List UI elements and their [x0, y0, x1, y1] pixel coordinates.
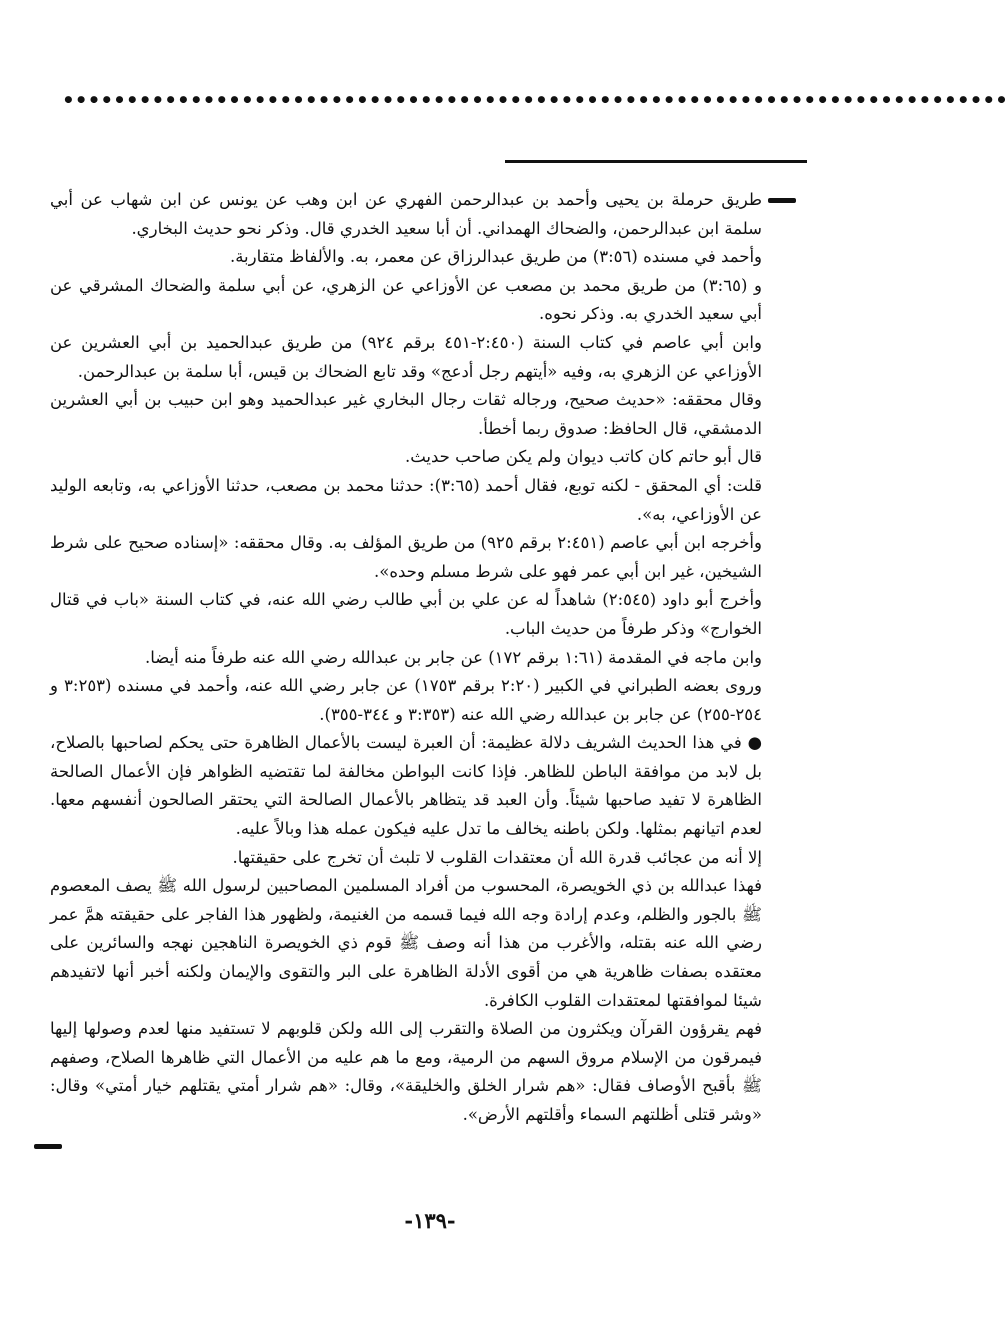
page-number: -١٣٩-	[404, 1208, 456, 1233]
paragraph: فهم يقرؤون القرآن ويكثرون من الصلاة والتقرب إلى الله ولكن قلوبهم لا تستفيد منها لعدم وصولها إليها فيمرقون من الإسلام مروق السهم من الرمية، ومع ما هم عليه من الأعمال التي ظاهرها الصلاح، وصفهم ﷺ بأقبح الأوصاف فقال: «هم شرار الخلق والخليقة»، وقال: «هم شرار أمتي يقتلهم خيار أمتي» وقال: «وشر قتلى أظلتهم السماء وأقلتهم الأرض».	[50, 1019, 762, 1124]
paragraph: وأخرج أبو داود (٢:٥٤٥) شاهداً له عن علي بن أبي طالب رضي الله عنه، في كتاب السنة «باب في قتال الخوارج» وذكر طرفاً من حديث الباب.	[50, 590, 762, 638]
footnote-rule	[505, 160, 807, 163]
footnote-end-marker	[34, 1144, 62, 1149]
paragraph: وابن أبي عاصم في كتاب السنة (٢:٤٥٠-٤٥١ برقم ٩٢٤) من طريق عبدالحميد بن أبي العشرين عن الأوزاعي عن الزهري به، وفيه «أيتهم رجل أدعج» وقد تابع الضحاك بن قيس، أبا سلمة بن عبدالرحمن.	[50, 332, 762, 381]
paragraph: قال أبو حاتم كان كاتب ديوان ولم يكن صاحب حديث.	[404, 447, 762, 467]
paragraph: إلا أنه من عجائب قدرة الله أن معتقدات القلوب لا تلبث أن تخرج على حقيقتها.	[232, 847, 762, 867]
paragraph: فهذا عبدالله بن ذي الخويصرة، المحسوب من أفراد المسلمين المصاحبين لرسول الله ﷺ يصف المعصوم ﷺ بالجور والظلم، وعدم إرادة وجه الله فيما قسمه من الغنيمة، ولظهور هذا الفاجر على حقيقته همَّ عمر رضي الله عنه بقتله، والأغرب من هذا أنه وصف ﷺ قوم ذي الخويصرة الناهجين نهجه والسائرين على معتقده بصفات ظاهرية هي من أقوى الأدلة الظاهرة على البر والتقوى والإيمان ولكنه أخبر أنها لاتفيدهم شيئا لموافقتها لمعتقدات القلوب الكافرة.	[50, 876, 762, 1010]
footnote-start-marker	[768, 198, 796, 203]
footnote-text	[50, 186, 762, 1130]
paragraph: قلت: أي المحقق - لكنه توبع، فقال أحمد (٣:٦٥): حدثنا محمد بن مصعب، حدثنا الأوزاعي به، وتابعه الوليد عن الأوزاعي، به».	[50, 475, 762, 524]
paragraph: وروى بعضه الطبراني في الكبير (٢:٢٠ برقم ١٧٥٣) عن جابر رضي الله عنه، وأحمد في مسنده (٣:٢٥٣ و ٢٥٤-٢٥٥) عن جابر بن عبدالله رضي الله عنه (٣:٣٥٣ و ٣٤٤-٣٥٥).	[50, 676, 762, 724]
paragraph: ● في هذا الحديث الشريف دلالة عظيمة: أن العبرة ليست بالأعمال الظاهرة حتى يحكم لصاحبها بالصلاح، بل لابد من موافقة الباطن للظاهر. فإذا كانت البواطن مخالفة لما تقتضيه الظواهر فإن الأعمال الصالحة الظاهرة لا تفيد صاحبها شيئاً. وأن العبد قد يتظاهر بالأعمال الصالحة التي يحتقر الصالحون أنفسهم معها. لعدم اتيانهم بمثلها. ولكن باطنه يخالف ما تدل عليه فيكون عمله هذا وبالاً عليه.	[50, 733, 762, 839]
paragraph: و (٣:٦٥) من طريق محمد بن مصعب عن الأوزاعي عن الزهري، عن أبي سلمة والضحاك المشرقي عن أبي سعيد الخدري به. وذكر نحوه.	[50, 275, 762, 324]
paragraph: وابن ماجه في المقدمة (١:٦١ برقم ١٧٢) عن جابر بن عبدالله رضي الله عنه طرفاً منه أيضا.	[145, 647, 762, 667]
paragraph: طريق حرملة بن يحيى وأحمد بن عبدالرحمن الفهري عن ابن وهب عن يونس عن ابن شهاب عن أبي سلمة ابن عبدالرحمن، والضحاك الهمداني. أن أبا سعيد الخدري قال. وذكر نحو حديث البخاري.	[50, 190, 762, 238]
paragraph: وقال محققه: «حديث صحيح، ورجاله ثقات رجال البخاري غير عبدالحميد وهو ابن حبيب بن أبي العشرين الدمشقي، قال الحافظ: صدوق ربما أخطأ.	[50, 390, 762, 438]
paragraph: وأحمد في مسنده (٣:٥٦) من طريق عبدالرزاق عن معمر، به. والألفاظ متقاربة.	[229, 247, 762, 267]
dotted-separator: ••••••••••••••••••••••••••••••••••••••••••••••••••••••••••••••••••••••••••	[62, 88, 1008, 112]
paragraph: وأخرجه ابن أبي عاصم (٢:٤٥١ برقم ٩٢٥) من طريق المؤلف به. وقال محققه: «إسناده صحيح على شرط الشيخين، غير ابن أبي عمر فهو على شرط مسلم وحده».	[50, 533, 762, 581]
